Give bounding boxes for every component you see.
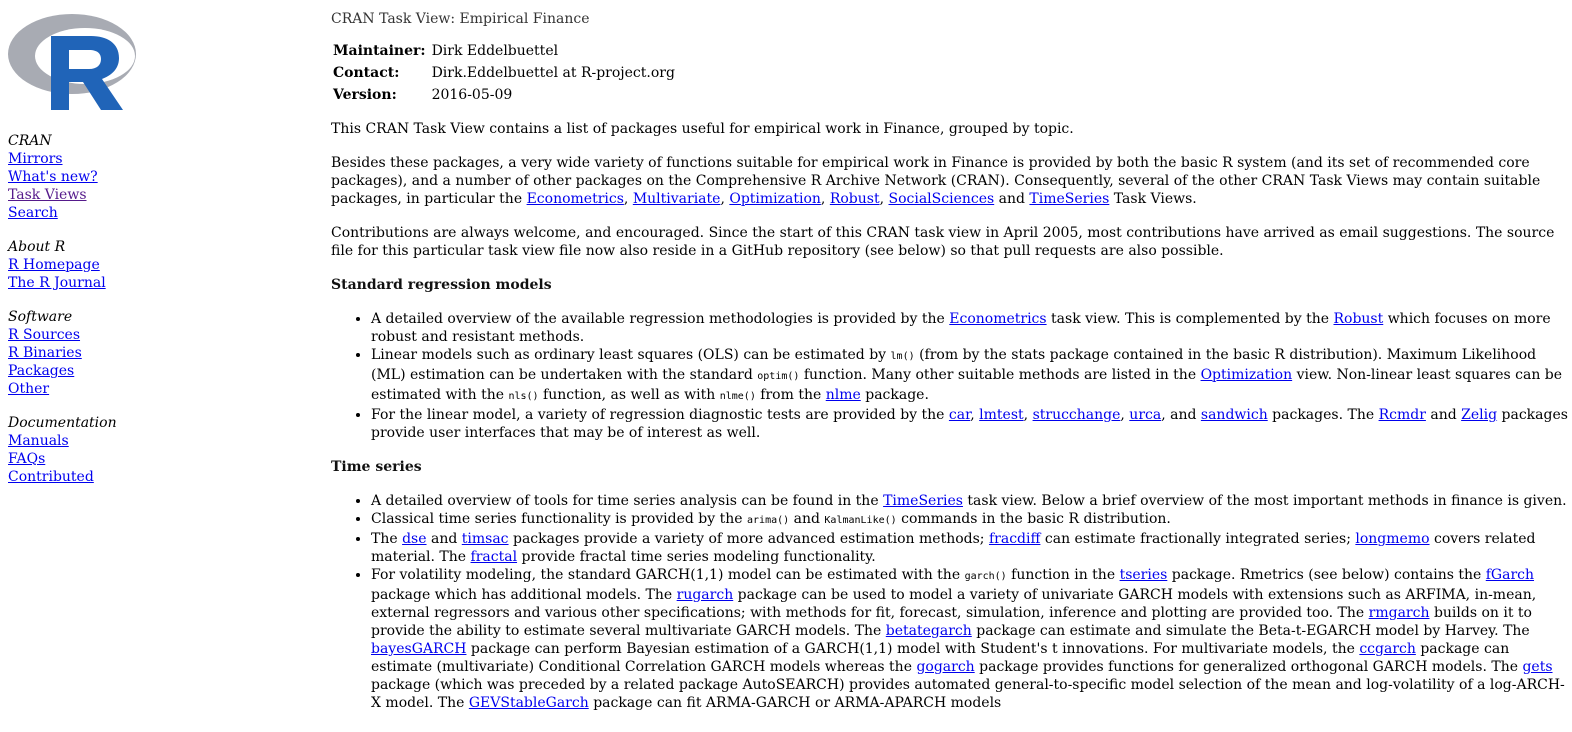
version-row [331,84,679,106]
sidebar-link-r-sources[interactable]: R Sources [8,327,81,343]
link-robust-2[interactable]: Robust [1333,311,1384,327]
nav-heading-documentation: Documentation [8,415,117,431]
sidebar-link-task-views[interactable]: Task Views [8,187,87,203]
link-dse[interactable]: dse [402,531,427,547]
sidebar-link-whats-new[interactable]: What's new? [8,169,98,185]
text-fragment: A detailed overview of the available regression methodologies is provided by the [371,311,945,327]
main-content [331,10,1569,728]
link-gets[interactable]: gets [1522,659,1553,675]
link-rugarch[interactable]: rugarch [676,587,734,603]
list-item [371,346,1569,406]
sidebar-link-contributed[interactable]: Contributed [8,469,94,485]
link-fgarch[interactable]: fGarch [1485,567,1535,583]
text-fragment: (from by the stats package contained in the basic R distribution). Maximum Likelihood (ML) estimation can be undertaken with the standard [371,347,1537,383]
code-optim: optim() [757,371,800,382]
info-table [331,40,679,106]
text-fragment: view. Non-linear least squares can be estimated with the [371,367,1563,403]
link-rcmdr[interactable]: Rcmdr [1378,407,1426,423]
sidebar-link-mirrors[interactable]: Mirrors [8,151,63,167]
text-fragment: can estimate fractionally integrated series; [1044,531,1351,547]
link-robust[interactable]: Robust [829,191,880,207]
link-fracdiff[interactable]: fracdiff [988,531,1041,547]
text-fragment: builds on it to provide the ability to estimate several multivariate GARCH models. The [371,605,1532,639]
nav-group-about-r [8,238,117,292]
sidebar-link-r-binaries[interactable]: R Binaries [8,345,82,361]
link-car[interactable]: car [948,407,971,423]
link-rmgarch[interactable]: rmgarch [1368,605,1430,621]
sidebar-link-r-homepage[interactable]: R Homepage [8,257,100,273]
link-nlme[interactable]: nlme [825,387,861,403]
link-tseries[interactable]: tseries [1119,567,1168,583]
text-fragment: For volatility modeling, the standard GARCH(1,1) model can be estimated with the [371,567,961,583]
link-gevstablegarch[interactable]: GEVStableGarch [468,695,589,711]
text-fragment: packages. The [1272,407,1375,423]
text-fragment: package which has additional models. The [371,587,673,603]
list-item [371,492,1569,510]
contact-row [331,62,679,84]
text-fragment: covers related material. The [371,531,1536,565]
link-timeseries-2[interactable]: TimeSeries [883,493,963,509]
list-item [371,566,1569,712]
text-fragment: from the [760,387,822,403]
text-fragment: and [998,191,1025,207]
version-label: Version: [333,87,397,103]
list-item [371,510,1569,530]
nav-group-software [8,308,117,398]
text-fragment: package can estimate and simulate the Beta-t-EGARCH model by Harvey. The [976,623,1530,639]
link-econometrics[interactable]: Econometrics [526,191,624,207]
sidebar-link-search[interactable]: Search [8,205,58,221]
text-fragment: package (which was preceded by a related package AutoSEARCH) provides automated general-to-specific model selection of the mean and log-volatility of a log-ARCH-X model. The [371,677,1565,711]
link-bayesgarch[interactable]: bayesGARCH [371,641,467,657]
link-longmemo[interactable]: longmemo [1355,531,1430,547]
section-heading-time-series: Time series [331,459,422,475]
link-ccgarch[interactable]: ccgarch [1359,641,1416,657]
intro-paragraph-2: Besides these packages, a very wide variety of functions suitable for empirical work in Finance is provided by both the basic R system (and its set of recommended core packages), and a number of other packages on the Comprehensive R Archive Network (CRAN). Consequently, several of the other CRAN Task Views may contain suitable packages, in particular the Econometrics, Multivariate, Optimization, Robust, SocialSciences and TimeSeries Task Views. [331,155,1541,207]
sidebar-nav [8,132,117,502]
sidebar-link-r-journal[interactable]: The R Journal [8,275,106,291]
r-logo-icon[interactable] [5,8,145,112]
text-fragment: and [430,531,458,547]
section-heading-regression: Standard regression models [331,277,552,293]
text-fragment: The [371,531,398,547]
link-multivariate[interactable]: Multivariate [632,191,721,207]
nav-group-documentation [8,414,117,486]
link-urca[interactable]: urca [1129,407,1162,423]
sidebar-link-faqs[interactable]: FAQs [8,451,46,467]
code-garch: garch() [964,571,1007,582]
page-title: CRAN Task View: Empirical Finance [331,11,590,27]
sidebar-link-packages[interactable]: Packages [8,363,75,379]
sidebar-link-other[interactable]: Other [8,381,50,397]
code-nlme: nlme() [719,391,756,402]
text-fragment: Classical time series functionality is provided by the [371,511,743,527]
link-optimization-2[interactable]: Optimization [1200,367,1293,383]
intro-paragraph-1: This CRAN Task View contains a list of packages useful for empirical work in Finance, grouped by topic. [331,121,1074,137]
link-betategarch[interactable]: betategarch [885,623,972,639]
nav-heading-about-r: About R [8,239,66,255]
text-fragment: package provides functions for generalized orthogonal GARCH models. The [979,659,1519,675]
code-lm: lm() [890,351,915,362]
code-nls: nls() [508,391,539,402]
text-fragment: package. [865,387,929,403]
nav-group-cran [8,132,117,222]
text-fragment: provide fractal time series modeling functionality. [521,549,876,565]
text-fragment: packages provide a variety of more advanced estimation methods; [512,531,985,547]
text-fragment: Linear models such as ordinary least squares (OLS) can be estimated by [371,347,887,363]
text-fragment: task view. This is complemented by the [1051,311,1330,327]
list-item [371,530,1569,566]
text-fragment: package can fit ARMA-GARCH or ARMA-APARCH models [593,695,1002,711]
sidebar-link-manuals[interactable]: Manuals [8,433,69,449]
link-zelig[interactable]: Zelig [1461,407,1498,423]
nav-heading-software: Software [8,309,73,325]
sidebar [0,0,300,732]
text-fragment: package can be used to model a variety of univariate GARCH models with extensions such as ARFIMA, in-mean, external regressors and various other specifications; with methods for fit, forecast, simulation, inference and plotting are provided too. The [371,587,1537,621]
intro-paragraph-3: Contributions are always welcome, and encouraged. Since the start of this CRAN task view in April 2005, most contributions have arrived as email suggestions. The source file for this particular task view file now also reside in a GitHub repository (see below) so that pull requests are also possible. [331,225,1555,259]
code-arima: arima() [747,515,790,526]
list-item: • For the linear model, a variety of regression diagnostic tests are provided by the car, lmtest, strucchange, urca, and sandwich packages. The Rcmdr and Zelig packages provide user interfaces that may be of interest as well. [371,406,1569,442]
maintainer-row [331,40,679,62]
text-fragment: and [793,511,820,527]
regression-list [331,310,1569,442]
text-fragment: commands in the basic R distribution. [901,511,1171,527]
text-fragment: Task Views. [1113,191,1197,207]
text-fragment: function, as well as with [543,387,716,403]
contact-value: Dirk.Eddelbuettel at R-project.org [431,65,675,81]
text-fragment: packages provide user interfaces that may be of interest as well. [371,407,1568,441]
nav-heading-cran: CRAN [8,133,52,149]
link-econometrics-2[interactable]: Econometrics [949,311,1047,327]
text-fragment: function. Many other suitable methods are listed in the [803,367,1197,383]
text-fragment: and [1170,407,1197,423]
text-fragment: package can estimate (multivariate) Conditional Correlation GARCH models whereas the [371,641,1510,675]
code-kalmanlike: KalmanLike() [824,515,897,526]
maintainer-value: Dirk Eddelbuettel [431,43,559,59]
text-fragment: A detailed overview of tools for time series analysis can be found in the [371,493,879,509]
text-fragment: Besides these packages, a very wide variety of functions suitable for empirical work in Finance is provided by both the basic R system (and its set of recommended core packages), and a number of other packages on the Comprehensive R Archive Network (CRAN). Consequently, several of the other CRAN Task Views may contain suitable packages, in particular the [331,155,1541,207]
text-fragment: package. Rmetrics (see below) contains the [1171,567,1482,583]
link-fractal[interactable]: fractal [470,549,518,565]
link-lmtest[interactable]: lmtest [979,407,1024,423]
link-optimization[interactable]: Optimization [729,191,821,207]
text-fragment: package can perform Bayesian estimation of a GARCH(1,1) model with Student's t innovations. For multivariate models, the [470,641,1355,657]
text-fragment: task view. Below a brief overview of the most important methods in finance is given. [967,493,1567,509]
timeseries-list [331,492,1569,712]
list-item [371,310,1569,346]
maintainer-label: Maintainer: [333,43,426,59]
link-timeseries[interactable]: TimeSeries [1029,191,1110,207]
text-fragment: and [1430,407,1457,423]
link-socialsciences[interactable]: SocialSciences [888,191,995,207]
link-strucchange[interactable]: strucchange [1032,407,1121,423]
link-gogarch[interactable]: gogarch [916,659,975,675]
contact-label: Contact: [333,65,400,81]
text-fragment: function in the [1011,567,1116,583]
link-sandwich[interactable]: sandwich [1200,407,1268,423]
version-value: 2016-05-09 [431,87,513,103]
text-fragment: For the linear model, a variety of regression diagnostic tests are provided by the [371,407,945,423]
link-timsac[interactable]: timsac [461,531,509,547]
text-fragment: which focuses on more robust and resistant methods. [371,311,1551,345]
